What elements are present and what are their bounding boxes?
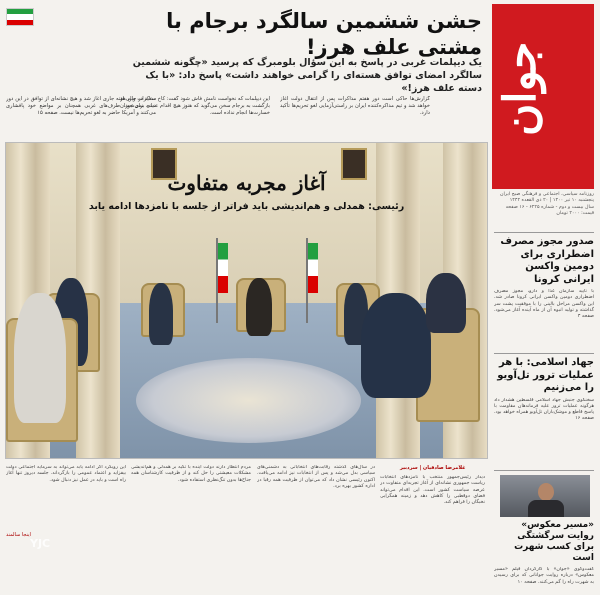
person <box>246 278 272 336</box>
person <box>14 293 66 423</box>
round-rug <box>136 358 361 443</box>
photo-subtitle: رئیسی: همدلی و هم‌اندیشی باید فراتر از جلسه با نامزدها ادامه یابد <box>88 201 405 212</box>
story-jihad[interactable] <box>494 357 594 458</box>
story-title: جهاد اسلامی: با هر عملیات ترور تل‌آویو را می‌زنیم <box>497 357 594 393</box>
editorial-column: این رویکرد اگر ادامه یابد می‌تواند به سرمایه اجتماعی دولت بیفزاید و اعتماد عمومی را بازگرداند. جلسه دیروز تنها آغاز راه است و باید در عمل نیز دنبال شود. <box>6 465 126 483</box>
story-title: صدور مجوز مصرف اضطراری برای دومین واکسن ایرانی کرونا <box>500 236 594 285</box>
main-headline: جشن ششمین سالگرد برجام با مشتی علف هرز! <box>166 9 482 59</box>
masthead-info <box>492 192 594 217</box>
top-column: مذاکرات وین هفته جاری آغاز شد و هیچ نشانه‌ای از توافق در این دور دیده نمی‌شود. طرف‌های غربی همچنان بر مواضع خود پافشاری می‌کنند و آمریکا حاضر به لغو تحریم‌ها نیست. صفحه ۱۵ <box>6 96 156 116</box>
watermark-logo: YJC <box>30 537 51 550</box>
person <box>149 283 173 345</box>
section-label: اینجا سالمند <box>6 532 31 538</box>
editorial-column: مردم انتظار دارند دولت آینده با تکیه بر همدلی و هم‌اندیشی مشکلات معیشتی را حل کند و از ظرفیت کارشناسان همه جناح‌ها بدون تنگ‌نظری استفاده شود. <box>131 465 251 483</box>
person <box>361 293 431 398</box>
flag-icon <box>308 243 318 293</box>
story-body: با تأیید سازمان غذا و دارو، مجوز مصرف اضطراری دومین واکسن ایرانی کرونا صادر شد. این واکسن مراحل بالینی را با موفقیت پشت سر گذاشته و تولید انبوه آن از ماه آینده آغاز می‌شود. صفحه ۳ <box>494 289 594 320</box>
person <box>426 273 466 333</box>
story-body: گفت‌وگوی «جوان» با کارگردان فیلم «مسیر معکوس» درباره روایت جوانانی که برای رسیدن به شهرت راه را گم می‌کنند. صفحه ۱۰ <box>494 567 594 585</box>
top-column: این دیپلمات که نخواست نامش فاش شود گفت: کاخ سفید در حالی از بازگشت به برجام سخن می‌گوید که هنوز هیچ اقدام عملی برای جبران خسارت‌ها انجام نداده است. <box>120 96 270 116</box>
editorial-column: در سال‌های گذشته رقابت‌های انتخاباتی به دشمنی‌های سیاسی بدل می‌شد و پس از انتخابات نیز ادامه می‌یافت. اکنون رئیسی نشان داد که می‌توان از ظرفیت همه رقبا در اداره کشور بهره برد. <box>257 465 375 489</box>
story-body: سخنگوی جنبش جهاد اسلامی فلسطین هشدار داد هرگونه عملیات ترور علیه فرماندهان مقاومت با پاسخ قاطع و موشک‌باران تل‌آویو همراه خواهد بود. صفحه ۱۶ <box>494 397 594 422</box>
story-film[interactable] <box>494 520 594 589</box>
flag-icon <box>6 8 34 26</box>
masthead-logo: جوان <box>495 41 546 137</box>
cover-photo <box>5 142 488 459</box>
masthead-info-line: قیمت: ۲۰۰۰ تومان <box>556 210 594 216</box>
story-vaccine[interactable] <box>494 236 594 359</box>
masthead-info-line: روزنامه سیاسی، اجتماعی و فرهنگی صبح ایران <box>499 192 594 197</box>
editorial-column: دیدار رئیس‌جمهور منتخب با نامزدهای انتخابات ریاست جمهوری نشانه‌ای از آغاز تجربه‌ای متفاوت در عرصه سیاست کشور است. این اقدام می‌تواند فضای دوقطبی را کاهش دهد و زمینه همگرایی نخبگان را فراهم کند. <box>380 475 485 506</box>
masthead-info-line: سال بیست و دوم - شماره ۶۲۲۵ - ۱۶ صفحه <box>505 204 594 210</box>
editorial-author: غلامرضا صادقیان | سردبیر <box>400 465 466 471</box>
photo-title: آغاز مجربه متفاوت <box>167 171 326 195</box>
main-subhead: یک دیپلمات غربی در پاسخ به این سؤال بلومبرگ که پرسید «چگونه ششمین سالگرد امضای توافق هسته‌ای را گرامی خواهند داشت» پاسخ داد: «با یک دسته علف هرز!» <box>132 57 482 94</box>
masthead <box>492 4 594 189</box>
story-thumbnail <box>500 475 590 517</box>
story-title: «مسیر معکوس» روایت سرگشتگی برای کسب شهرت است <box>514 520 594 563</box>
top-column: گزارش‌ها حاکی است دور هفتم مذاکرات پس از انتقال دولت آغاز خواهد شد و تیم مذاکره‌کننده ایران بر راستی‌آزمایی لغو تحریم‌ها تأکید دارد. <box>280 96 430 116</box>
flag-icon <box>218 243 228 293</box>
masthead-info-line: پنجشنبه ۱۰ تیر ۱۴۰۰ | ۲۰ ذی القعده ۱۴۴۲ <box>509 198 594 204</box>
